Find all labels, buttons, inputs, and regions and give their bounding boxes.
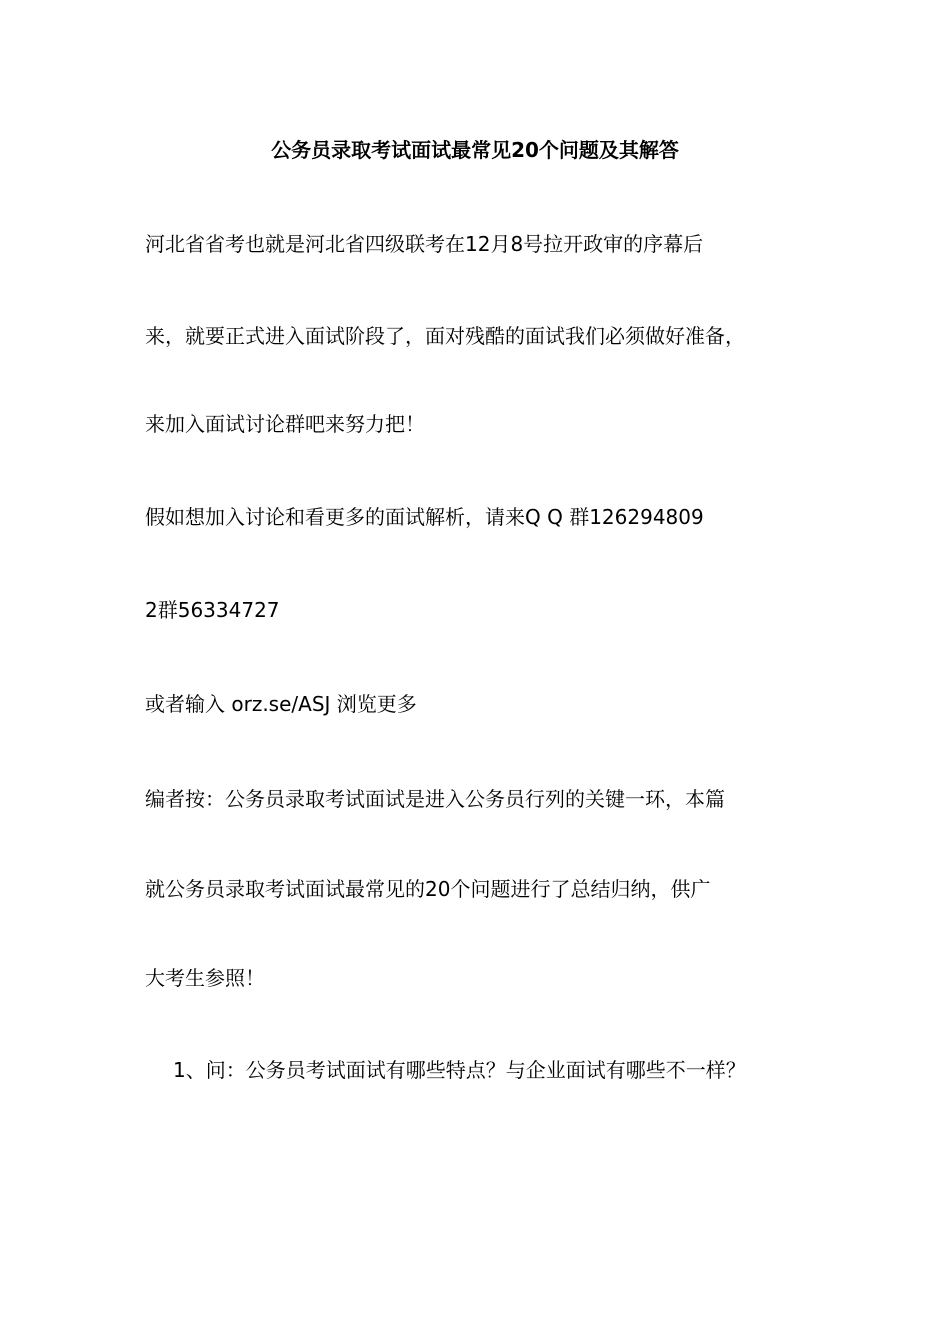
document-title: 公务员录取考试面试最常见20个问题及其解答 — [271, 138, 679, 162]
editor-note-line-3: 大考生参照！ — [145, 966, 265, 990]
editor-note-line-2: 就公务员录取考试面试最常见的20个问题进行了总结归纳，供广 — [145, 877, 711, 901]
intro-line-3: 来加入面试讨论群吧来努力把！ — [145, 412, 425, 436]
intro-line-2: 来，就要正式进入面试阶段了，面对残酷的面试我们必须做好准备， — [145, 324, 745, 348]
qq-group-2-line: 2群56334727 — [145, 598, 280, 622]
link-line: 或者输入 orz.se/ASJ 浏览更多 — [145, 692, 417, 716]
editor-note-line-1: 编者按：公务员录取考试面试是进入公务员行列的关键一环，本篇 — [145, 787, 725, 811]
question-1: 1、问：公务员考试面试有哪些特点？与企业面试有哪些不一样？ — [173, 1058, 746, 1082]
qq-group-line: 假如想加入讨论和看更多的面试解析，请来Q Q 群126294809 — [145, 505, 704, 529]
intro-line-1: 河北省省考也就是河北省四级联考在12月8号拉开政审的序幕后 — [145, 232, 704, 256]
